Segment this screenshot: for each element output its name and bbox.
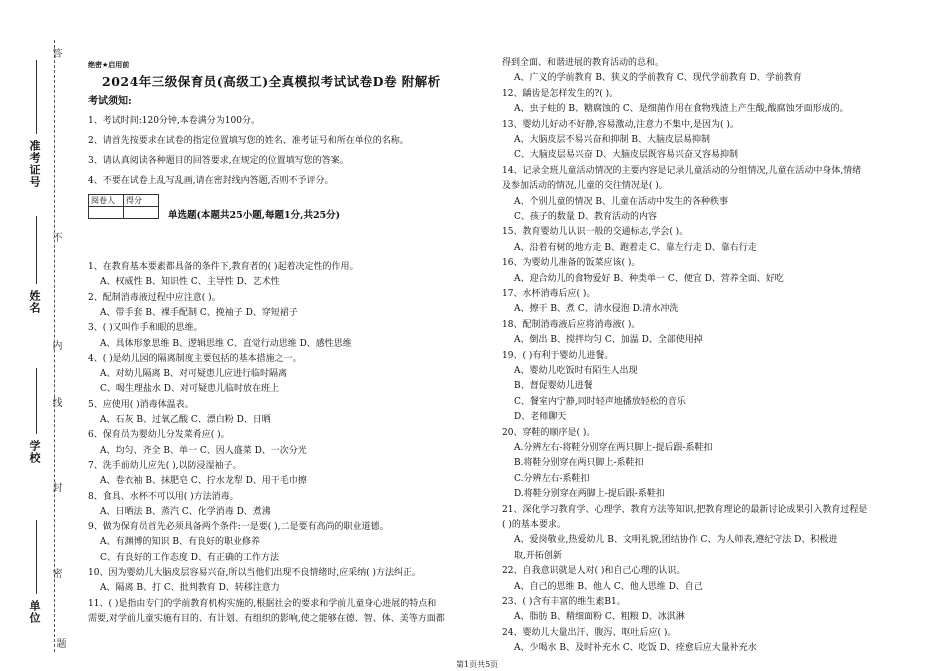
answer-options: A、虫子蛀的 B、糖腐蚀的 C、是细菌作用在食物残渣上产生酸,酸腐蚀牙面形成的。 — [514, 104, 849, 115]
seal-char: 封 — [50, 482, 61, 492]
question-line: 6、保育员为婴幼儿分发菜肴应( )。 — [88, 430, 230, 441]
question-line: 12、龋齿是怎样发生的?( )。 — [502, 88, 619, 99]
question-line: 13、婴幼儿好动不好静,容易激动,注意力不集中,是因为( )。 — [502, 119, 739, 130]
answer-options: 取,开拓创新 — [514, 550, 562, 561]
question-line: 17、水杯消毒后应( )。 — [502, 289, 596, 299]
seal-char: 答 — [50, 48, 61, 58]
answer-options: A、隔离 B、打 C、批判教育 D、转移注意力 — [100, 583, 280, 594]
question-line: 8、食具、水杯不可以用( )方法消毒。 — [88, 491, 239, 502]
answer-options: D、老师聊天 — [514, 412, 567, 423]
notice-title: 考试须知: — [88, 96, 132, 107]
question-line: 2、配制消毒液过程中应注意( )。 — [88, 292, 221, 303]
seal-char: 题 — [54, 638, 65, 648]
secret-mark: 绝密★启用前 — [88, 61, 130, 69]
seal-char: 内 — [50, 340, 61, 350]
answer-options: C、餐室内宁静,同时轻声地播放轻松的音乐 — [514, 396, 686, 407]
question-line: 5、应使用( )消毒体温表。 — [88, 399, 194, 410]
seal-char: 线 — [50, 397, 61, 407]
unit-label: 单位 — [28, 600, 41, 624]
question-line: 14、记录全班儿童活动情况的主要内容是记录儿童活动的分组情况,儿童在活动中身体,情绪 — [502, 165, 862, 176]
score-header-grader: 阅卷人 — [89, 195, 124, 207]
answer-options: A.分辨左右-将鞋分别穿在两只脚上-提后跟-系鞋扣 — [514, 443, 713, 453]
answer-options: C.分辨左右-系鞋扣 — [514, 473, 590, 484]
question-line: 20、穿鞋的顺序是( )。 — [502, 427, 596, 438]
section-title: 单选题(本题共25小题,每题1分,共25分) — [168, 210, 341, 221]
question-line: 23、( )含有丰富的维生素B1。 — [502, 597, 626, 607]
seal-char: 密 — [50, 568, 61, 578]
answer-options: A、擦干 B、煮 C、清水侵泡 D.清水冲洗 — [514, 304, 679, 315]
answer-options: A、有渊博的知识 B、有良好的职业修养 — [100, 537, 260, 548]
question-line: 10、因为婴幼儿大脑皮层容易兴奋,所以当他们出现不良情绪时,应采纳( )方法纠正。 — [88, 568, 422, 578]
answer-options: A、自己的思维 B、他人 C、他人思维 D、自己 — [514, 581, 703, 592]
name-label: 姓名 — [28, 290, 41, 314]
exam-number-label: 准考证号 — [28, 140, 41, 188]
binding-margin — [0, 0, 82, 671]
question-line: 18、配制消毒液后应将消毒液( )。 — [502, 319, 641, 330]
school-field[interactable] — [36, 368, 37, 434]
notice-item: 4、不要在试卷上乱写乱画,请在密封线内答题,否则不予评分。 — [88, 176, 334, 186]
score-cell[interactable] — [124, 207, 159, 219]
answer-options: C、有良好的工作态度 D、有正确的工作方法 — [100, 552, 279, 563]
notice-item: 3、请认真阅读各种题目的回答要求,在规定的位置填写您的答案。 — [88, 156, 349, 166]
question-line: 1、在教育基本要素都具备的条件下,教育者的( )起着决定性的作用。 — [88, 262, 359, 272]
answer-options: A、具体形象思维 B、逻辑思维 C、直觉行动思维 D、感性思维 — [100, 338, 352, 349]
answer-options: A、卷衣袖 B、抹肥皂 C、拧水龙犁 D、用干毛巾擦 — [100, 476, 307, 487]
answer-options: A、迎合幼儿的食物爱好 B、种类单一 C、便宜 D、营养全面、好吃 — [514, 273, 784, 284]
question-line: 需要,对学前儿童实施有目的、有计划、有组织的影响,使之能够在德、智、体、美等方面都 — [88, 613, 445, 624]
answer-options: A、沿着有树的地方走 B、跑着走 C、靠左行走 D、靠右行走 — [514, 242, 757, 253]
answer-options: A、石灰 B、过氧乙酸 C、漂白粉 D、日晒 — [100, 415, 271, 425]
unit-field[interactable] — [36, 520, 37, 594]
answer-options: D.将鞋分别穿在两脚上-提后跟-系鞋扣 — [514, 489, 665, 500]
exam-number-field[interactable] — [36, 60, 37, 134]
question-line: 11、( )是指由专门的学前教育机构实施的,根据社会的要求和学前儿童身心进展的特点和 — [88, 598, 437, 609]
answer-options: A、带手套 B、裸手配制 C、挽袖子 D、穿短裙子 — [100, 307, 298, 318]
score-header-score: 得分 — [124, 195, 159, 207]
question-line: 21、深化学习教育学、心理学、教育方法等知识,把教育理论的最新讨论成果引入教育过程是 — [502, 504, 868, 515]
grader-cell[interactable] — [89, 207, 124, 219]
answer-options: A、倒出 B、搅拌均匀 C、加温 D、全部使用掉 — [514, 335, 703, 346]
answer-options: C、喝生理盐水 D、对可疑患儿临时放在班上 — [100, 384, 279, 395]
answer-options: A、少喝水 B、及时补充水 C、吃饭 D、痊愈后应大量补充水 — [514, 643, 757, 654]
answer-options: A、均匀、齐全 B、单一 C、因人盛菜 D、一次分光 — [100, 445, 307, 456]
page-title: 2024年三级保育员(高级工)全真模拟考试试卷D卷 附解析 — [102, 74, 441, 89]
answer-options: B、督促婴幼儿进餐 — [514, 381, 593, 392]
question-line: 24、婴幼儿大量出汗、腹泻、呕吐后应( )。 — [502, 627, 677, 638]
question-line: 7、洗手前幼儿应先( ),以防浸湿袖子。 — [88, 460, 242, 471]
question-line: 16、为婴幼儿准备的饭菜应该( )。 — [502, 258, 641, 269]
notice-item: 2、请首先按要求在试卷的指定位置填写您的姓名、准考证号和所在单位的名称。 — [88, 136, 409, 146]
answer-options: A、对幼儿隔离 B、对可疑患儿应进行临时隔离 — [100, 369, 287, 380]
question-line: ( )的基本要求。 — [502, 520, 566, 530]
answer-options: C、孩子的数量 D、教育活动的内容 — [514, 212, 657, 222]
school-label: 学校 — [28, 440, 41, 464]
answer-options: A、日晒法 B、蒸汽 C、化学消毒 D、煮沸 — [100, 506, 271, 517]
question-line: 得到全面、和谐进展的教育活动的总和。 — [502, 58, 665, 68]
answer-options: A、个别儿童的情况 B、儿童在活动中发生的各种秩事 — [514, 196, 728, 207]
answer-options: A、大脑皮层不易兴奋和抑制 B、大脑皮层易抑制 — [514, 135, 710, 145]
answer-options: A、权威性 B、知识性 C、主导性 D、艺术性 — [100, 277, 280, 288]
answer-options: A、爱岗敬业,热爱幼儿 B、文明礼貌,团结协作 C、为人师表,遵纪守法 D、积极进 — [514, 535, 838, 546]
page-footer: 第1页共5页 — [456, 660, 499, 669]
notice-item: 1、考试时间:120分钟,本卷满分为100分。 — [88, 116, 260, 126]
question-line: 3、( )又叫作手和眼的思维。 — [88, 323, 203, 334]
question-line: 15、教育婴幼儿认识一般的交通标志,学会( )。 — [502, 227, 689, 238]
question-line: 9、做为保育员首先必须具备两个条件:一是要( ),二是要有高尚的职业道德。 — [88, 522, 389, 533]
question-line: 及参加活动的情况,儿童的交往情况是( )。 — [502, 181, 668, 192]
answer-options: C、大脑皮层易兴奋 D、大脑皮层既容易兴奋又容易抑制 — [514, 150, 738, 161]
question-line: 22、自我意识就是人对( )和自己心理的认识。 — [502, 566, 686, 577]
answer-options: A、广义的学前教育 B、狭义的学前教育 C、现代学前教育 D、学前教育 — [514, 73, 802, 84]
answer-options: A、婴幼儿吃饭时有陌生人出现 — [514, 366, 638, 376]
answer-options: B.将鞋分别穿在两只脚上-系鞋扣 — [514, 458, 644, 469]
answer-options: A、脂肪 B、精细面粉 C、粗粮 D、冰淇淋 — [514, 612, 685, 623]
question-line: 19、( )有利于婴幼儿进餐。 — [502, 350, 614, 361]
seal-char: 不 — [50, 232, 61, 242]
question-line: 4、( )是幼儿园的隔离制度主要包括的基本措施之一。 — [88, 353, 302, 364]
score-table — [88, 194, 159, 219]
name-field[interactable] — [36, 216, 37, 284]
